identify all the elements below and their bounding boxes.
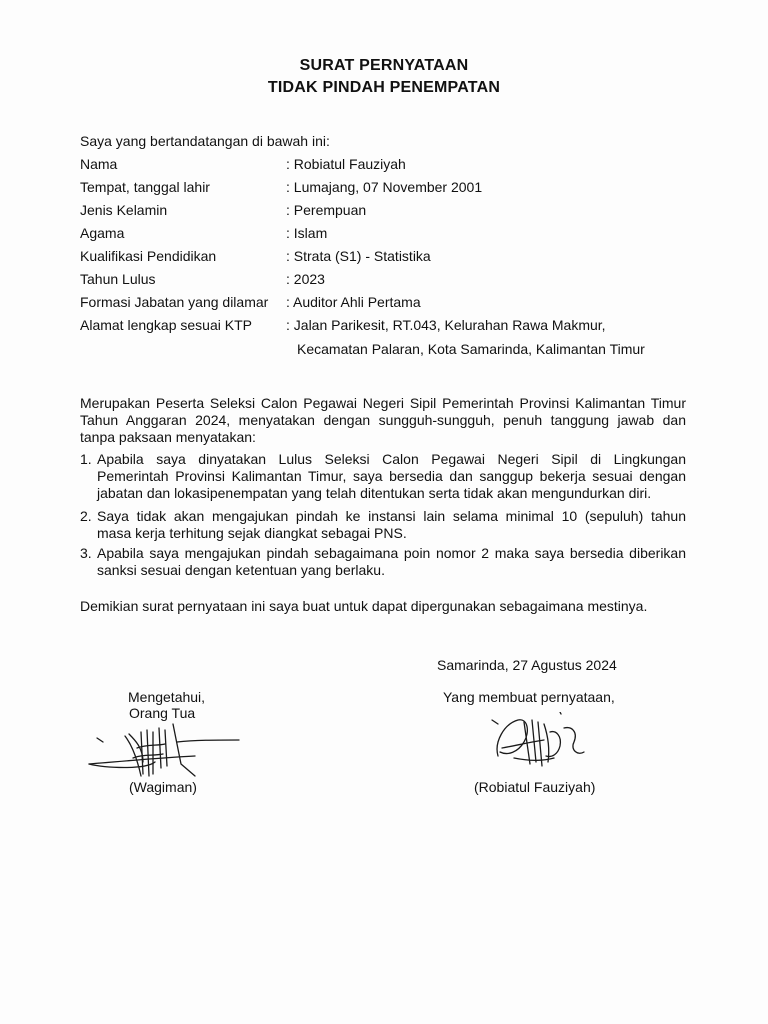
applicant-signature bbox=[484, 712, 594, 774]
field-label-graduation-year: Tahun Lulus bbox=[80, 271, 156, 287]
left-signature-role: Orang Tua bbox=[129, 705, 196, 721]
field-label-gender: Jenis Kelamin bbox=[80, 202, 168, 218]
intro-text: Saya yang bertandatangan di bawah ini: bbox=[80, 133, 330, 149]
list-item-line: masa kerja terhitung sejak diangkat sebagai PNS. bbox=[97, 525, 407, 541]
list-item-line: Pemerintah Provinsi Kalimantan Timur, saya bersedia dan sanggup bekerja sesuai dengan bbox=[97, 468, 686, 484]
field-value-nama: : Robiatul Fauziyah bbox=[286, 156, 406, 172]
field-label-ttl: Tempat, tanggal lahir bbox=[80, 179, 210, 195]
field-label-address: Alamat lengkap sesuai KTP bbox=[80, 317, 252, 333]
list-item-number: 1. bbox=[80, 451, 92, 467]
field-value-address-continued: Kecamatan Palaran, Kota Samarinda, Kalimantan Timur bbox=[297, 341, 645, 357]
place-date: Samarinda, 27 Agustus 2024 bbox=[437, 657, 617, 673]
statement-line: tanpa paksaan menyatakan: bbox=[80, 429, 256, 445]
field-label-nama: Nama bbox=[80, 156, 118, 172]
field-value-ttl: : Lumajang, 07 November 2001 bbox=[286, 179, 483, 195]
statement-line: Merupakan Peserta Seleksi Calon Pegawai Negeri Sipil Pemerintah Provinsi Kalimantan Timur bbox=[80, 395, 686, 411]
statement-paragraph bbox=[80, 395, 686, 446]
letter-subtitle: TIDAK PINDAH PENEMPATAN bbox=[267, 79, 501, 96]
field-label-education: Kualifikasi Pendidikan bbox=[80, 248, 217, 264]
field-value-graduation-year: : 2023 bbox=[286, 271, 325, 287]
list-item-line: Saya tidak akan mengajukan pindah ke instansi lain selama minimal 10 (sepuluh) tahun bbox=[97, 508, 686, 524]
right-signature-name: (Robiatul Fauziyah) bbox=[474, 779, 596, 795]
letter-title: SURAT PERNYATAAN bbox=[299, 57, 469, 74]
field-label-position: Formasi Jabatan yang dilamar bbox=[80, 294, 269, 310]
list-item-line: Apabila saya mengajukan pindah sebagaimana poin nomor 2 maka saya bersedia diberikan bbox=[97, 545, 686, 561]
right-signature-heading: Yang membuat pernyataan, bbox=[443, 689, 615, 705]
list-item-text bbox=[97, 508, 686, 542]
list-item-line: Apabila saya dinyatakan Lulus Seleksi Calon Pegawai Negeri Sipil di Lingkungan bbox=[97, 451, 686, 467]
list-item-number: 2. bbox=[80, 508, 92, 524]
field-value-education: : Strata (S1) - Statistika bbox=[286, 248, 431, 264]
left-signature-heading: Mengetahui, bbox=[128, 689, 206, 705]
list-item-line: sanksi sesuai dengan ketentuan yang berlaku. bbox=[97, 562, 385, 578]
parent-signature bbox=[85, 718, 245, 780]
closing-text: Demikian surat pernyataan ini saya buat untuk dapat dipergunakan sebagaimana mestinya. bbox=[80, 598, 648, 614]
list-item-number: 3. bbox=[80, 545, 92, 561]
field-value-position: : Auditor Ahli Pertama bbox=[286, 294, 421, 310]
field-label-religion: Agama bbox=[80, 225, 125, 241]
list-item-text bbox=[97, 451, 686, 502]
statement-line: Tahun Anggaran 2024, menyatakan dengan sungguh-sungguh, penuh tanggung jawab dan bbox=[80, 412, 686, 428]
field-value-religion: : Islam bbox=[286, 225, 328, 241]
field-value-gender: : Perempuan bbox=[286, 202, 367, 218]
left-signature-name: (Wagiman) bbox=[129, 779, 197, 795]
list-item-text bbox=[97, 545, 686, 579]
field-value-address: : Jalan Parikesit, RT.043, Kelurahan Rawa Makmur, bbox=[286, 317, 606, 333]
list-item-line: jabatan dan lokasipenempatan yang telah ditentukan serta tidak akan mengundurkan diri. bbox=[97, 485, 652, 501]
